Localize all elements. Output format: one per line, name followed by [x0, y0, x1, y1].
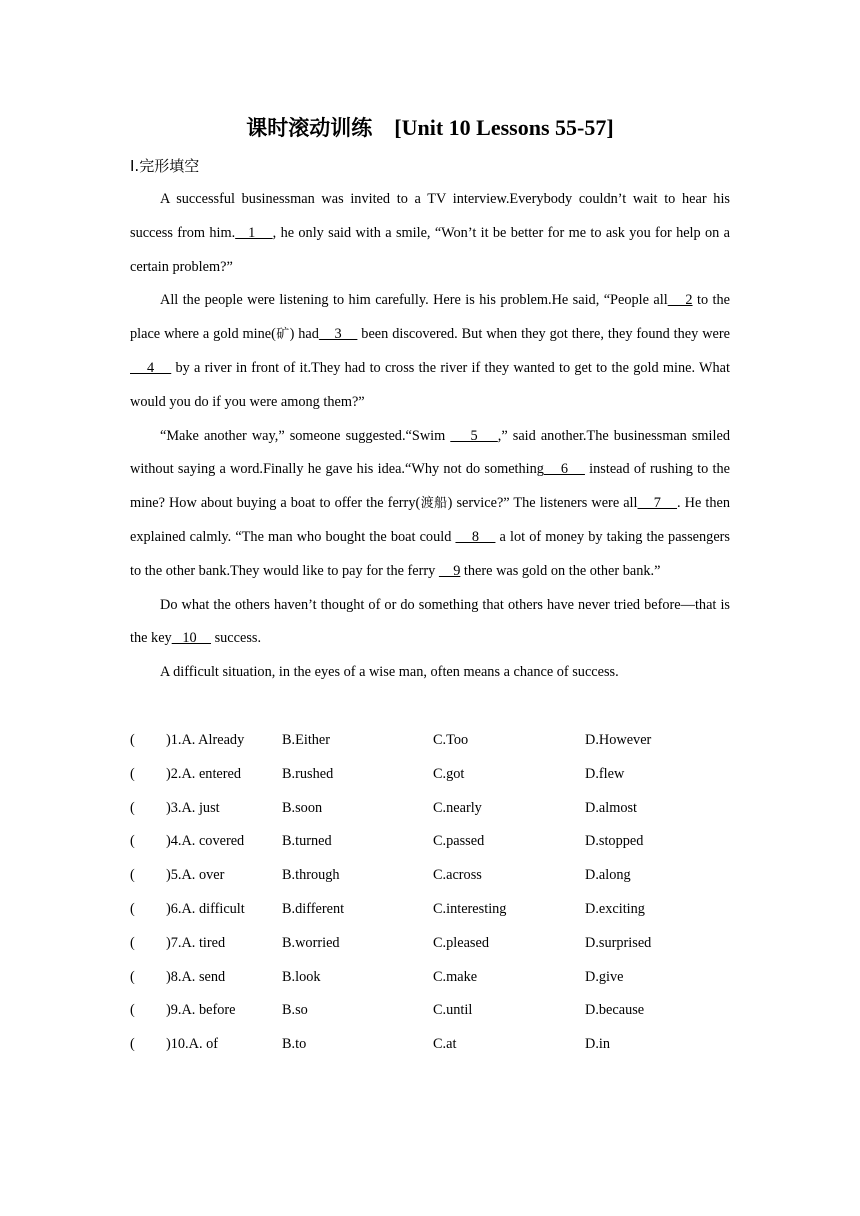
blank-5: 5 [450, 427, 498, 444]
option-row-7: ( )7.A. tired B.worried C.pleased D.surprised [130, 934, 652, 951]
blank-9: 9 [438, 562, 461, 579]
blank-7: 7 [637, 495, 678, 512]
option-row-9: ( )9.A. before B.so C.until D.because [130, 1002, 645, 1019]
options-list [130, 724, 730, 1062]
option-row-4: ( )4.A. covered B.turned C.passed D.stopped [130, 833, 644, 850]
passage-paragraph-3: “Make another way,” someone suggested.“Swim 5 ,” said another.The businessman smiled without saying a word.Finally he gave his idea.“Why not do something 6 instead of rushing to the mine? How about buying a boat to offer the ferry(渡船) service?” The listeners were all 7 . He then explained calmly. “The man who bought the boat could 8 a lot of money by taking the passengers to the other bank.They would like to pay for the ferry 9 there was gold on the other bank.” [130, 427, 730, 579]
blank-6: 6 [543, 461, 585, 478]
passage-paragraph-1: A successful businessman was invited to a TV interview.Everybody couldn’t wait to hear his success from him. 1 , he only said with a smile, “Won’t it be better for me to ask you for help on a certain problem?” [130, 191, 730, 275]
blank-1: 1 [235, 224, 273, 241]
page-title [130, 114, 730, 142]
section-heading: Ⅰ.完形填空 [130, 157, 200, 175]
title-english: [Unit 10 Lessons 55-57] [394, 115, 614, 140]
option-row-1: ( )1.A. Already B.Either C.Too D.However [130, 732, 652, 748]
blank-3: 3 [318, 326, 358, 343]
option-row-10: ( )10.A. of B.to C.at D.in [130, 1036, 611, 1053]
option-row-2: ( )2.A. entered B.rushed C.got D.flew [130, 765, 625, 782]
blank-4: 4 [130, 359, 172, 376]
gloss-ferry: 渡船 [420, 496, 448, 512]
gloss-mine: 矿 [275, 327, 290, 343]
blank-10: 10 [171, 630, 212, 647]
passage-paragraph-5: A difficult situation, in the eyes of a wise man, often means a chance of success. [160, 664, 619, 681]
blank-8: 8 [455, 528, 496, 545]
option-row-8: ( )8.A. send B.look C.make D.give [130, 968, 624, 985]
title-chinese: 课时滚动训练 [246, 116, 373, 140]
passage-paragraph-2: All the people were listening to him carefully. Here is his problem.He said, “People all 2 to the place where a gold mine(矿) had 3 been discovered. But when they got there, they found they were 4 by a river in front of it.They had to cross the river if they wanted to get to the gold mine. What would you do if you were among them?” [130, 292, 730, 410]
cloze-passage [130, 183, 730, 690]
option-row-3: ( )3.A. just B.soon C.nearly D.almost [130, 799, 638, 816]
option-row-5: ( )5.A. over B.through C.across D.along [130, 867, 631, 884]
passage-paragraph-4: Do what the others haven’t thought of or do something that others have never tried before—that is the key 10 success. [130, 596, 730, 647]
option-row-6: ( )6.A. difficult B.different C.interesting D.exciting [130, 900, 645, 917]
blank-2: 2 [667, 292, 693, 309]
